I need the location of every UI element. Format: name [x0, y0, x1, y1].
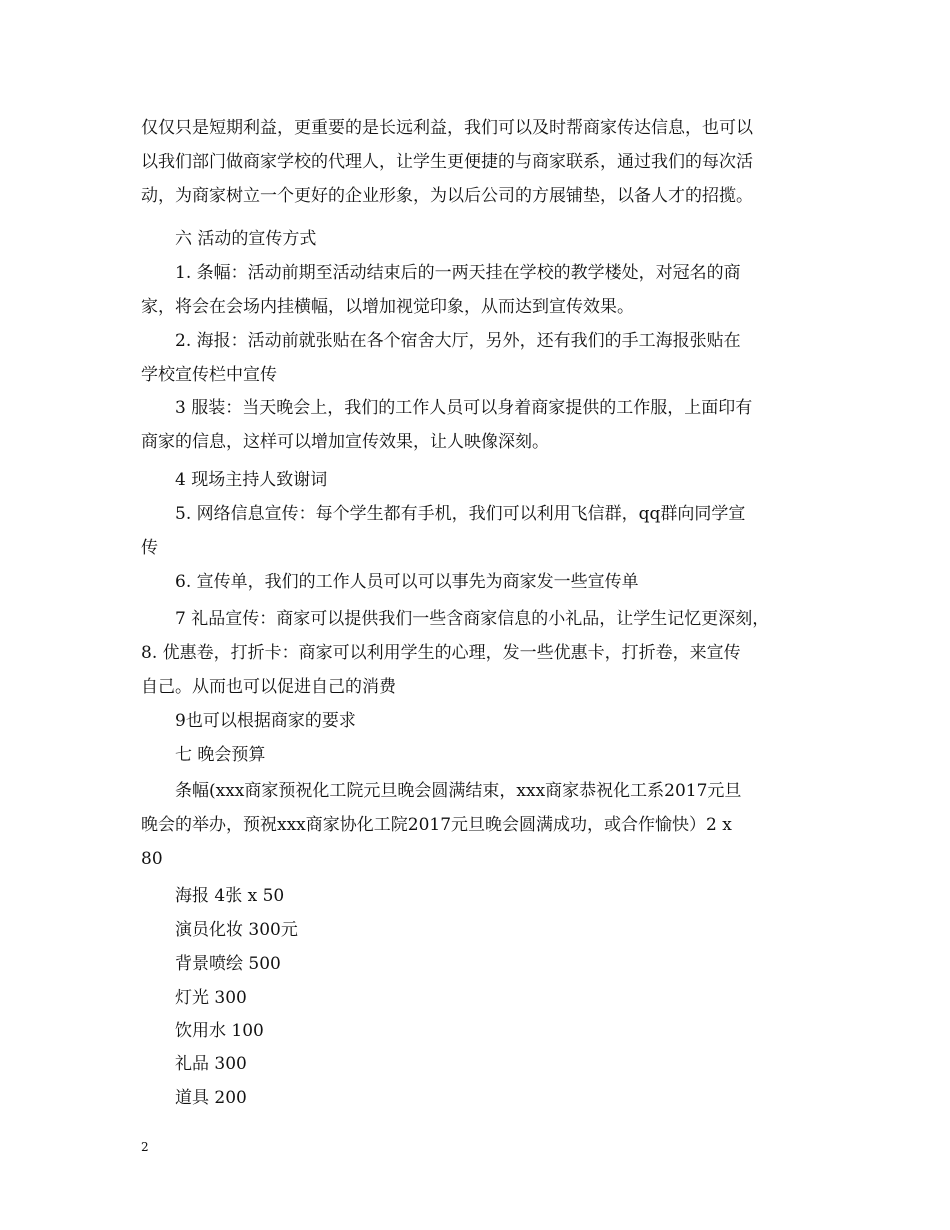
paragraph-line: 自己。从而也可以促进自己的消费 — [141, 677, 396, 697]
paragraph-line: 仅仅只是短期利益，更重要的是长远利益，我们可以及时帮商家传达信息，也可以 — [141, 118, 753, 138]
list-item: 2. 海报：活动前就张贴在各个宿舍大厅，另外，还有我们的手工海报张贴在 — [175, 331, 741, 351]
list-item: 1. 条幅：活动前期至活动结束后的一两天挂在学校的教学楼处，对冠名的商 — [175, 263, 741, 283]
budget-item: 演员化妆 300元 — [175, 920, 298, 940]
paragraph-line: 80 — [141, 849, 163, 869]
paragraph-line: 商家的信息，这样可以增加宣传效果，让人映像深刻。 — [141, 432, 549, 452]
list-item: 8. 优惠卷，打折卡：商家可以利用学生的心理，发一些优惠卡，打折卷，来宣传 — [141, 643, 741, 663]
section-heading: 七 晚会预算 — [175, 745, 266, 765]
paragraph-line: 动，为商家树立一个更好的企业形象，为以后公司的方展铺垫，以备人才的招揽。 — [141, 186, 753, 206]
list-item: 7 礼品宣传：商家可以提供我们一些含商家信息的小礼品，让学生记忆更深刻， — [175, 609, 770, 629]
list-item: 6. 宣传单，我们的工作人员可以可以事先为商家发一些宣传单 — [175, 572, 639, 592]
budget-item: 道具 200 — [175, 1088, 247, 1108]
budget-item: 礼品 300 — [175, 1054, 247, 1074]
budget-item: 海报 4张 x 50 — [175, 886, 285, 906]
paragraph-line: 晚会的举办，预祝xxx商家协化工院2017元旦晚会圆满成功，或合作愉快）2 x — [141, 815, 732, 835]
section-heading: 六 活动的宣传方式 — [175, 229, 317, 249]
list-item: 5. 网络信息宣传：每个学生都有手机，我们可以利用飞信群，qq群向同学宣 — [175, 504, 746, 524]
paragraph-line: 学校宣传栏中宣传 — [141, 365, 277, 385]
budget-item: 灯光 300 — [175, 988, 247, 1008]
list-item: 4 现场主持人致谢词 — [175, 470, 328, 490]
page-number: 2 — [141, 1140, 149, 1154]
budget-item: 背景喷绘 500 — [175, 954, 281, 974]
paragraph-line: 传 — [141, 538, 158, 558]
paragraph-line: 以我们部门做商家学校的代理人，让学生更便捷的与商家联系，通过我们的每次活 — [141, 152, 753, 172]
paragraph-line: 家，将会在会场内挂横幅，以增加视觉印象，从而达到宣传效果。 — [141, 297, 634, 317]
budget-item: 饮用水 100 — [175, 1021, 264, 1041]
budget-item: 条幅(xxx商家预祝化工院元旦晚会圆满结束，xxx商家恭祝化工系2017元旦 — [175, 781, 742, 801]
list-item: 9也可以根据商家的要求 — [175, 711, 356, 731]
list-item: 3 服装：当天晚会上，我们的工作人员可以身着商家提供的工作服，上面印有 — [175, 398, 753, 418]
